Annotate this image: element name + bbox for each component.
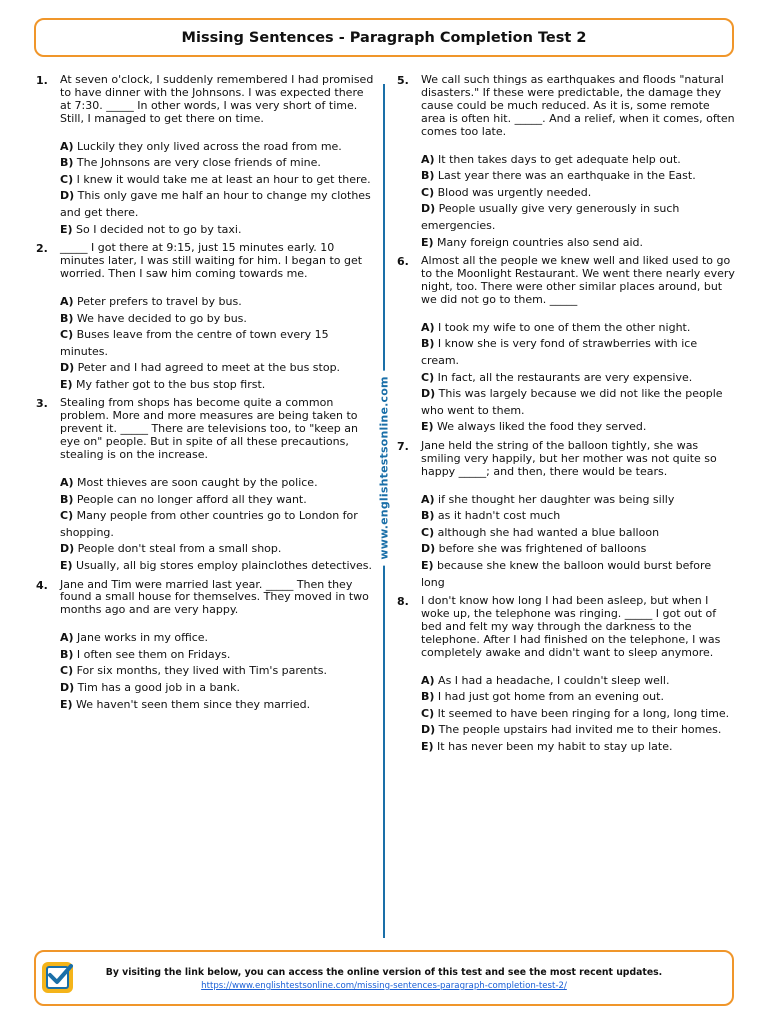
option-d: D) People don't steal from a small shop. — [60, 542, 282, 556]
question-text: At seven o'clock, I suddenly remembered I had promised to have dinner with the Johnsons. I was expected there at 7:30. _____ In other words, I was very short of time. Still, I managed to get there on time. — [60, 73, 374, 125]
question-text: _____ I got there at 9:15, just 15 minutes early. 10 minutes later, I was still waiting for him. I began to get worried. Then I saw him coming towards me. — [60, 241, 363, 280]
right-column — [397, 74, 737, 760]
title-box — [34, 18, 734, 57]
question-1 — [36, 74, 378, 238]
option-b: B) I had just got home from an evening out. — [421, 690, 664, 704]
side-url: www.englishtestsonline.com — [378, 370, 391, 565]
option-e: E) We always liked the food they served. — [421, 420, 647, 434]
option-d: D) People usually give very generously in such emergencies. — [421, 202, 680, 232]
question-text: Jane held the string of the balloon tightly, she was smiling very happily, but her mother was not quite so happy _____; and then, there would be tears. — [421, 438, 717, 478]
option-b: B) I often see them on Fridays. — [60, 647, 231, 661]
question-number: 1. — [36, 74, 48, 87]
option-e: E) We haven't seen them since they married. — [60, 697, 311, 711]
left-column — [36, 74, 378, 717]
question-text: I don't know how long I had been asleep, but when I woke up, the telephone was ringing. _____ I got out of bed and felt my way through the darkness to the telephone. After I had finished on the telephone, I was completely awake and didn't want to sleep anymore. — [421, 594, 721, 659]
option-d: D) The people upstairs had invited me to their homes. — [421, 723, 722, 737]
option-c: C) Many people from other countries go to London for shopping. — [60, 509, 358, 539]
option-b: B) as it hadn't cost much — [421, 509, 561, 523]
option-e: E) because she knew the balloon would burst before long — [421, 558, 712, 589]
option-a: A) Peter prefers to travel by bus. — [60, 294, 242, 308]
option-a: A) It then takes days to get adequate help out. — [421, 152, 681, 166]
option-d: D) Peter and I had agreed to meet at the bus stop. — [60, 361, 341, 375]
option-b: B) The Johnsons are very close friends of mine. — [60, 156, 321, 170]
question-number: 6. — [397, 255, 409, 269]
option-c: C) I knew it would take me at least an hour to get there. — [60, 172, 371, 186]
option-a: A) Jane works in my office. — [60, 631, 209, 645]
option-c: C) Blood was urgently needed. — [421, 185, 592, 199]
question-number: 5. — [397, 74, 409, 87]
question-4 — [36, 579, 378, 714]
option-d: D) Tim has a good job in a bank. — [60, 681, 241, 695]
question-7 — [397, 440, 737, 591]
option-c: C) Buses leave from the centre of town every 15 minutes. — [60, 328, 329, 358]
question-text: We call such things as earthquakes and floods "natural disasters." If these were predictable, the damage they cause could be much reduced. As it is, some remote area is often hit. _____. And a relief, when it comes, often comes too late. — [421, 73, 735, 138]
question-number: 8. — [397, 595, 409, 609]
option-d: D) This was largely because we did not like the people who went to them. — [421, 387, 723, 417]
option-b: B) We have decided to go by bus. — [60, 311, 247, 325]
option-b: B) I know she is very fond of strawberries with ice cream. — [421, 337, 698, 367]
option-a: A) if she thought her daughter was being silly — [421, 492, 675, 506]
page-title: Missing Sentences - Paragraph Completion Test 2 — [181, 29, 587, 46]
option-a: A) As I had a headache, I couldn't sleep well. — [421, 673, 670, 687]
question-number: 3. — [36, 397, 48, 411]
option-d: D) This only gave me half an hour to change my clothes and get there. — [60, 189, 371, 219]
option-c: C) For six months, they lived with Tim's parents. — [60, 664, 327, 678]
question-2 — [36, 242, 378, 393]
option-b: B) Last year there was an earthquake in the East. — [421, 169, 696, 183]
option-c: C) In fact, all the restaurants are very expensive. — [421, 370, 693, 384]
option-e: E) Many foreign countries also send aid. — [421, 235, 644, 249]
question-text: Stealing from shops has become quite a common problem. More and more measures are being taken to prevent it. _____ There are televisions too, to "keep an eye on" people. But in spite of all these precautions, stealing is on the increase. — [60, 396, 358, 462]
question-6 — [397, 255, 737, 436]
option-d: D) before she was frightened of balloons — [421, 542, 647, 556]
footer-message: By visiting the link below, you can access the online version of this test and see the most recent updates. — [105, 967, 663, 978]
option-e: E) It has never been my habit to stay up late. — [421, 740, 673, 754]
option-b: B) People can no longer afford all they want. — [60, 492, 307, 506]
question-number: 4. — [36, 578, 48, 592]
option-a: A) Luckily they only lived across the road from me. — [60, 139, 342, 153]
option-a: A) Most thieves are soon caught by the police. — [60, 476, 318, 489]
online-test-link[interactable]: https://www.englishtestsonline.com/missing-sentences-paragraph-completion-test-2/ — [201, 981, 567, 991]
footer-box — [34, 950, 734, 1006]
question-8 — [397, 595, 737, 756]
question-3 — [36, 397, 378, 574]
option-c: C) It seemed to have been ringing for a long, long time. — [421, 706, 730, 720]
option-a: A) I took my wife to one of them the other night. — [421, 320, 691, 334]
question-number: 7. — [397, 439, 409, 453]
option-e: E) So I decided not to go by taxi. — [60, 222, 242, 236]
option-e: E) My father got to the bus stop first. — [60, 377, 266, 391]
question-number: 2. — [36, 242, 48, 256]
question-text: Jane and Tim were married last year. _____ Then they found a small house for themselves. They moved in two months ago and are very happy. — [60, 577, 369, 617]
option-c: C) although she had wanted a blue balloon — [421, 525, 660, 539]
question-5 — [397, 74, 737, 251]
question-text: Almost all the people we knew well and liked used to go to the Moonlight Restaurant. We went there nearly every night, too. There were other similar places around, but we did not go to them. _____ — [421, 254, 735, 306]
option-e: E) Usually, all big stores employ plainclothes detectives. — [60, 558, 373, 572]
